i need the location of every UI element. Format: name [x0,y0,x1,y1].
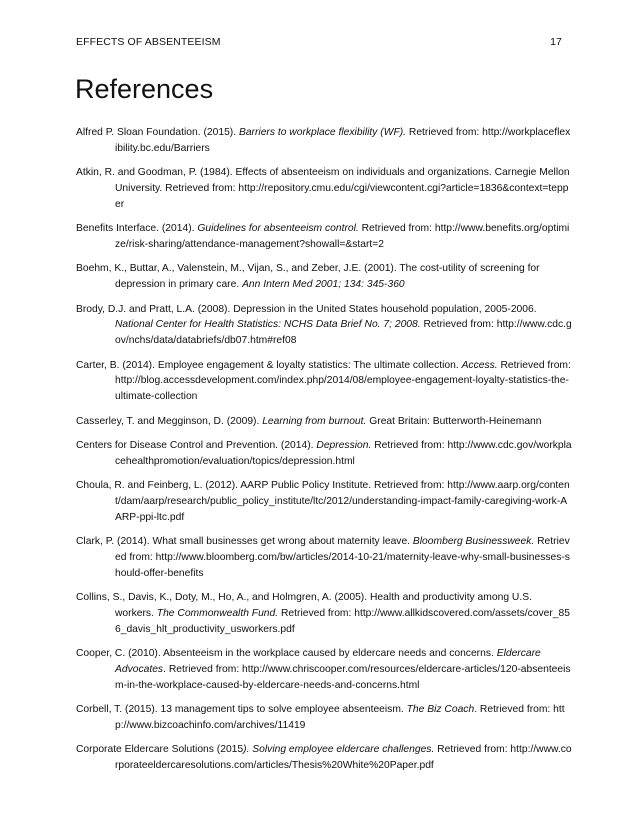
reference-entry: Cooper, C. (2010). Absenteeism in the workplace caused by eldercare needs and concerns. Eldercare Advocates. Retrieved from: http://www.chriscooper.com/resources/eldercare-articles/120-absenteeism-in-the-workplace-caused-by-eldercare-needs-and-concerns.html [76,648,571,691]
reference-entry: Clark, P. (2014). What small businesses get wrong about maternity leave. Bloomberg Businessweek. Retrieved from: http://www.bloomberg.com/bw/articles/2014-10-21/maternity-leave-why-small-businesses-should-offer-benefits [76,536,570,579]
reference-entry: Brody, D.J. and Pratt, L.A. (2008). Depression in the United States household population, 2005-2006. National Center for Health Statistics: NCHS Data Brief No. 7; 2008. Retrieved from: http://www.cdc.gov/nchs/data/databriefs/db07.htm#ref08 [76,303,572,347]
running-head-title: EFFECTS OF ABSENTEEISM [76,36,221,48]
reference-entry: Boehm, K., Buttar, A., Valenstein, M., Vijan, S., and Zeber, J.E. (2001). The cost-utility of screening for depression in primary care. Ann Intern Med 2001; 134: 345-360 [76,263,540,291]
reference-entry: Atkin, R. and Goodman, P. (1984). Effects of absenteeism on individuals and organizations. Carnegie Mellon University. Retrieved from: http://repository.cmu.edu/cgi/viewcontent.cgi?article=1836&context=tepper [76,167,570,210]
reference-entry: Casserley, T. and Megginson, D. (2009). Learning from burnout. Great Britain: Butterworth-Heinemann [76,415,542,427]
running-header [76,36,562,48]
reference-entry: Carter, B. (2014). Employee engagement & loyalty statistics: The ultimate collection. Access. Retrieved from: http://blog.accessdevelopment.com/index.php/2014/08/employee-engagement-loyalty-statistics-the-ultimate-collection [76,359,571,403]
reference-entry: Benefits Interface. (2014). Guidelines for absenteeism control. Retrieved from: http://www.benefits.org/optimize/risk-sharing/attendance-management?showall=&start=2 [76,223,570,250]
reference-entry: Corporate Eldercare Solutions (2015). Solving employee eldercare challenges. Retrieved from: http://www.corporateeldercaresolutions.com/articles/Thesis%20White%20Paper.pdf [76,744,572,772]
page-number: 17 [550,36,562,48]
reference-entry: Collins, S., Davis, K., Doty, M., Ho, A., and Holmgren, A. (2005). Health and productivity among U.S. workers. The Commonwealth Fund. Retrieved from: http://www.allkidscovered.com/assets/cover_856_davis_hlt_productivity_usworkers.pdf [76,592,570,635]
reference-entry: Choula, R. and Feinberg, L. (2012). AARP Public Policy Institute. Retrieved from: http://www.aarp.org/content/dam/aarp/research/public_policy_institute/ltc/2012/understanding-impact-family-caregiving-work-AARP-ppi-ltc.pdf [76,480,570,523]
reference-entry: Corbell, T. (2015). 13 management tips to solve employee absenteeism. The Biz Coach. Retrieved from: http://www.bizcoachinfo.com/archives/11419 [76,704,565,731]
reference-list [76,125,572,782]
page-title: References [75,74,214,104]
reference-entry: Centers for Disease Control and Prevention. (2014). Depression. Retrieved from: http://www.cdc.gov/workplacehealthpromotion/evaluation/topics/depression.html [76,439,572,467]
reference-entry: Alfred P. Sloan Foundation. (2015). Barriers to workplace flexibility (WF). Retrieved from: http://workplaceflexibility.bc.edu/Barriers [76,127,571,154]
